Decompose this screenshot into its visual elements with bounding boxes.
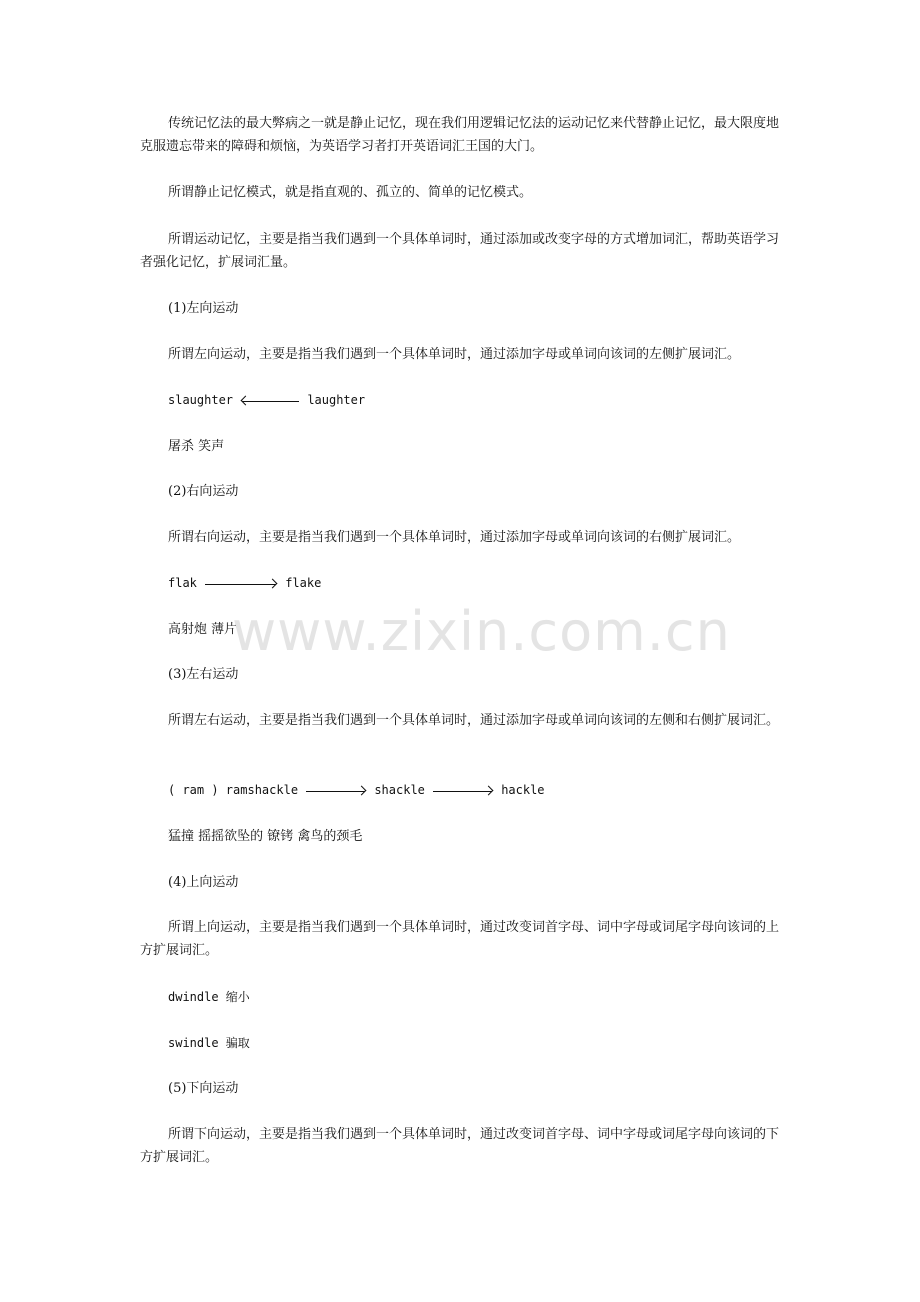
section-left-example: [140, 389, 782, 412]
section-up-example-1: [140, 986, 782, 1009]
section-both-title: (3)左右运动: [168, 667, 239, 682]
motion-memory-paragraph: 所谓运动记忆，主要是指当我们遇到一个具体单词时，通过添加或改变字母的方式增加词汇，帮助英语学习者强化记忆，扩展词汇量。: [140, 232, 780, 270]
intro-paragraph: 传统记忆法的最大弊病之一就是静止记忆，现在我们用逻辑记忆法的运动记忆来代替静止记忆，最大限度地克服遗忘带来的障碍和烦恼，为英语学习者打开英语词汇王国的大门。: [140, 116, 780, 154]
section-both-example: [140, 779, 782, 802]
section-right-title: (2)右向运动: [168, 484, 239, 499]
arrow-left-icon: [241, 396, 299, 406]
watermark: www.zixin.com.cn: [232, 600, 731, 663]
section-left-gloss: 屠杀 笑声: [168, 439, 225, 454]
section-both-gloss: 猛撞 摇摇欲坠的 镣铐 禽鸟的颈毛: [168, 829, 363, 844]
section-left-title: (1)左向运动: [168, 301, 239, 316]
example-word: dwindle 缩小: [168, 990, 250, 1004]
example-word: ( ram ) ramshackle: [168, 783, 299, 797]
example-word: shackle: [374, 783, 425, 797]
section-up-example-2: [140, 1032, 782, 1055]
section-down-title: (5)下向运动: [168, 1081, 239, 1096]
example-word: flak: [168, 576, 197, 590]
section-down-description: 所谓下向运动，主要是指当我们遇到一个具体单词时，通过改变词首字母、词中字母或词尾字母向该词的下方扩展词汇。: [140, 1127, 780, 1165]
example-word: laughter: [307, 393, 366, 407]
section-right-gloss: 高射炮 薄片: [168, 622, 238, 637]
section-up-title: (4)上向运动: [168, 875, 239, 890]
example-word: flake: [285, 576, 322, 590]
arrow-right-icon: [205, 579, 277, 589]
arrow-right-icon: [433, 786, 493, 796]
section-up-description: 所谓上向运动，主要是指当我们遇到一个具体单词时，通过改变词首字母、词中字母或词尾字母向该词的上方扩展词汇。: [140, 920, 780, 958]
section-right-description: 所谓右向运动，主要是指当我们遇到一个具体单词时，通过添加字母或单词向该词的右侧扩展词汇。: [168, 530, 741, 545]
arrow-right-icon: [306, 786, 366, 796]
example-word: hackle: [501, 783, 545, 797]
section-right-example: [140, 572, 782, 595]
example-word: slaughter: [168, 393, 234, 407]
static-memory-paragraph: 所谓静止记忆模式，就是指直观的、孤立的、简单的记忆模式。: [168, 185, 533, 200]
example-word: swindle 骗取: [168, 1036, 250, 1050]
section-left-description: 所谓左向运动，主要是指当我们遇到一个具体单词时，通过添加字母或单词向该词的左侧扩展词汇。: [168, 347, 741, 362]
section-both-description: 所谓左右运动，主要是指当我们遇到一个具体单词时，通过添加字母或单词向该词的左侧和右侧扩展词汇。: [168, 713, 780, 728]
